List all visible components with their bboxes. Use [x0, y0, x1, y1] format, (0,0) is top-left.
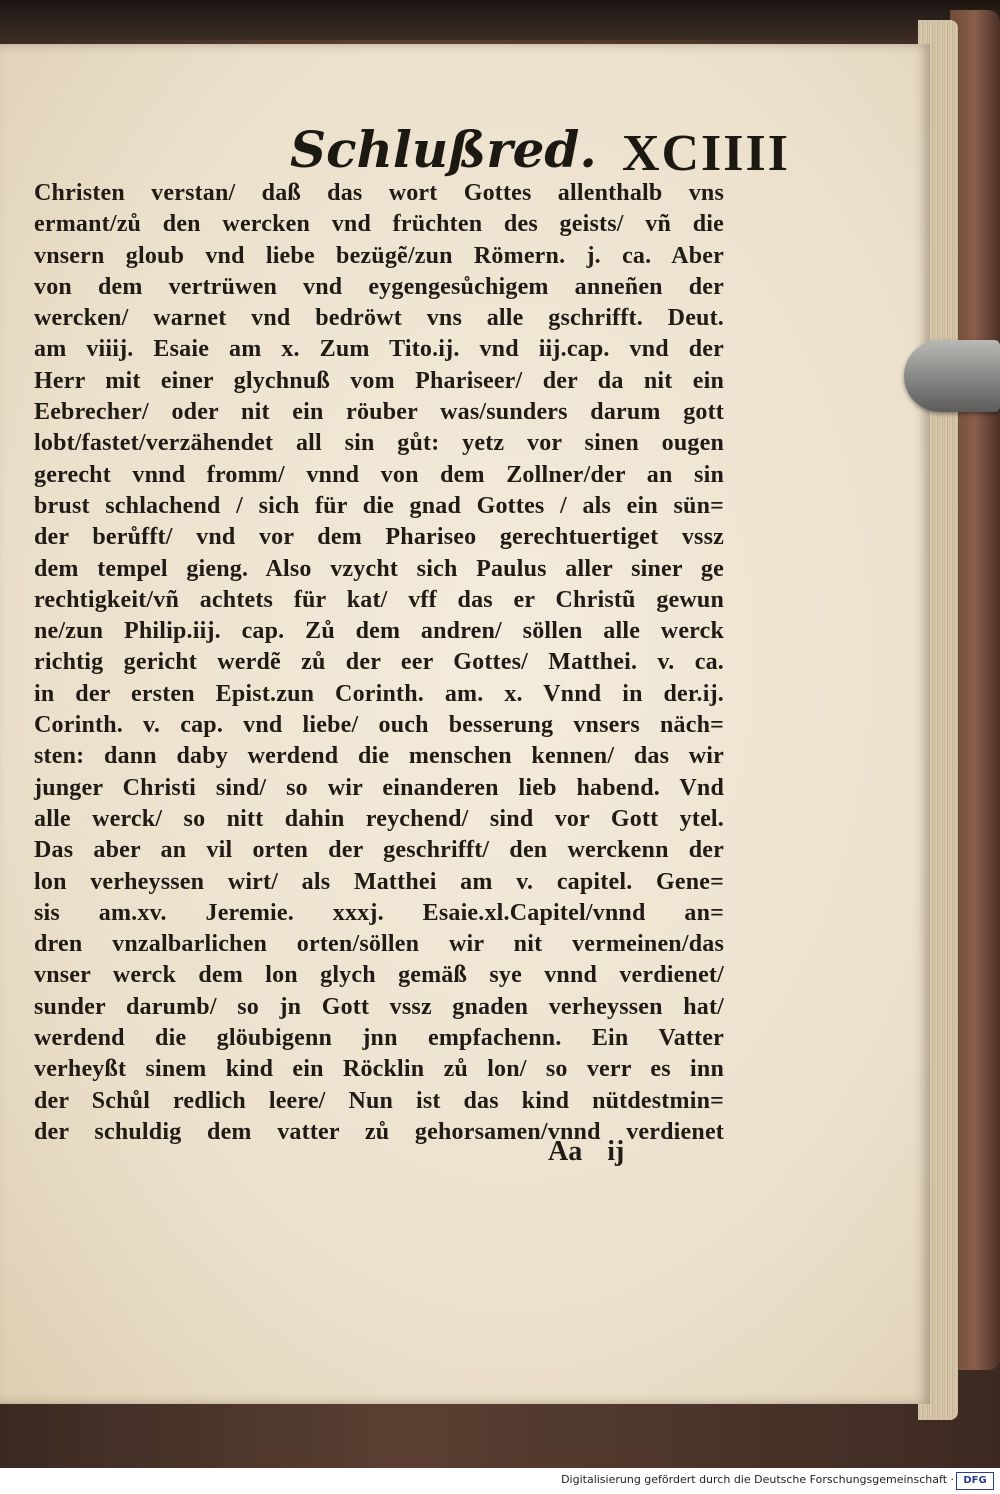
text-line: ermant/zů den wercken vnd früchten des geists/ vñ die — [34, 211, 724, 238]
text-line: vnser werck dem lon glych gemäß sye vnnd verdienet/ — [34, 962, 724, 989]
text-line: lon verheyssen wirt/ als Matthei am v. capitel. Gene= — [34, 868, 724, 895]
background-top — [0, 0, 1000, 40]
text-line: Eebrecher/ oder nit ein röuber was/sunders darum gott — [34, 399, 724, 426]
text-line: der schuldig dem vatter zů gehorsamen/vnnd verdienet — [34, 1118, 724, 1145]
text-line: verheyßt sinem kind ein Röcklin zů lon/ so verr es inn — [34, 1056, 724, 1083]
text-line: werdend die glöubigenn jnn empfachenn. Ein Vatter — [34, 1025, 724, 1052]
text-line: in der ersten Epist.zun Corinth. am. x. Vnnd in der.ij. — [34, 680, 724, 707]
text-line: lobt/fastet/verzähendet all sin gůt: yetz vor sinen ougen — [34, 430, 724, 457]
running-title: Schlußred. — [290, 120, 597, 179]
text-line: sunder darumb/ so jn Gott vssz gnaden verheyssen hat/ — [34, 993, 724, 1020]
text-line: Das aber an vil orten der geschrifft/ den werckenn der — [34, 837, 724, 864]
text-line: richtig gericht werdẽ zů der eer Gottes/ Matthei. v. ca. — [34, 649, 724, 676]
footer-credit: Digitalisierung gefördert durch die Deutsche Forschungsgemeinschaft · — [561, 1473, 954, 1486]
text-line: von dem vertrüwen vnd eygengesůchigem anneñen der — [34, 273, 724, 300]
text-line: sten: dann daby werdend die menschen kennen/ das wir — [34, 743, 724, 770]
body-text — [34, 178, 724, 1148]
text-line: der Schůl redlich leere/ Nun ist das kind nütdestmin= — [34, 1087, 724, 1114]
text-line: dem tempel gieng. Also vzycht sich Paulus aller siner ge — [34, 555, 724, 582]
text-line: am viiij. Esaie am x. Zum Tito.ij. vnd iij.cap. vnd der — [34, 336, 724, 363]
text-line: der berůfft/ vnd vor dem Phariseo gerechtuertiget vssz — [34, 524, 724, 551]
text-line: Herr mit einer glychnuß vom Phariseer/ der da nit ein — [34, 367, 724, 394]
text-line: Corinth. v. cap. vnd liebe/ ouch besserung vnsers näch= — [34, 712, 724, 739]
page-clip — [904, 340, 1000, 412]
dfg-logo-icon: DFG — [956, 1472, 994, 1490]
text-line: Christen verstan/ daß das wort Gottes allenthalb vns — [34, 180, 724, 206]
text-line: rechtigkeit/vñ achtets für kat/ vff das er Christũ gewun — [34, 586, 724, 613]
text-line: vnsern gloub vnd liebe bezügẽ/zun Römern. j. ca. Aber — [34, 242, 724, 269]
text-line: dren vnzalbarlichen orten/söllen wir nit vermeinen/das — [34, 931, 724, 958]
running-head — [290, 110, 790, 180]
text-line: ne/zun Philip.iij. cap. Zů dem andren/ söllen alle werck — [34, 618, 724, 645]
folio-number: XCIIII — [621, 125, 790, 182]
text-line: alle werck/ so nitt dahin reychend/ sind vor Gott ytel. — [34, 805, 724, 832]
text-line: brust schlachend / sich für die gnad Gottes / als ein sün= — [34, 492, 724, 519]
text-line: junger Christi sind/ so wir einanderen lieb habend. Vnd — [34, 774, 724, 801]
signature-mark: Aa ij — [548, 1136, 625, 1167]
text-line: wercken/ warnet vnd bedröwt vns alle gschrifft. Deut. — [34, 305, 724, 332]
footer-bar — [0, 1468, 1000, 1494]
text-line: gerecht vnnd fromm/ vnnd von dem Zollner/der an sin — [34, 461, 724, 488]
text-line: sis am.xv. Jeremie. xxxj. Esaie.xl.Capitel/vnnd an= — [34, 899, 724, 926]
